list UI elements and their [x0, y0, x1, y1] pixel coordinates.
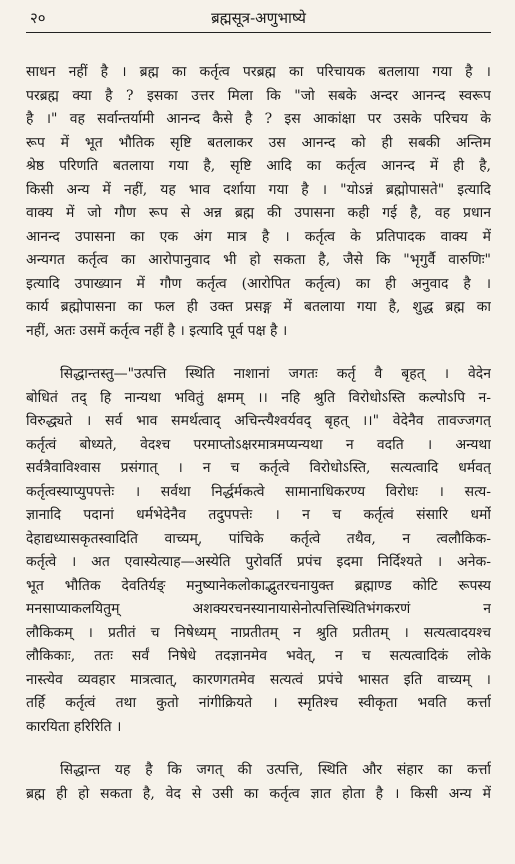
text-line: कारयिता हरिरिति ।	[26, 718, 122, 735]
text-line: कर्तृत्वे । अत एवास्येत्याह—अस्येति पुरोवर्ति प्रपंच इदमा निर्दिश्यते । अनेक-	[26, 554, 491, 570]
page-number: २०	[30, 9, 46, 27]
text-line: ब्रह्म ही हो सकता है, वेद से उसी का कर्तृत्व ज्ञात होता है । किसी अन्य में	[26, 785, 491, 802]
text-line: रूप में भूत भौतिक सृष्टि बतलाकर उस आनन्द को ही सबकी अन्तिम	[26, 134, 491, 151]
text-line: लौकिकाः, ततः सर्वं निषेधे तदज्ञानमेव भवेत्, न च सत्यत्वादिकं लोके	[26, 648, 491, 664]
text-line: भूत भौतिक देवतिर्यङ् मनुष्यानेकलोकाद्भुतरचनायुक्त ब्रह्माण्ड कोटि रूपस्य	[26, 577, 491, 594]
text-line: देहाद्यध्यासकृतस्वादिति वाच्यम्, पांचिके कर्तृत्वे तथैव, न त्वलौकिक-	[26, 530, 491, 547]
text-line: बोधितं तद् हि नान्यथा भवितुं क्षमम् ।। नहि श्रुति विरोधोऽस्ति कल्पोऽपि न-	[26, 389, 491, 406]
text-line: साधन नहीं है । ब्रह्म का कर्तृत्व परब्रह्म का परिचायक बतलाया गया है ।	[26, 64, 491, 80]
text-line: परब्रह्म क्या है ? इसका उत्तर मिला कि "जो सबके अन्दर आनन्द स्वरूप	[26, 87, 491, 104]
text-line: सिद्धान्तस्तु—"उत्पत्ति स्थिति नाशानां जगतः कर्तृ वै बृहत् । वेदेन	[60, 366, 491, 382]
text-line: है ।" वह सर्वान्तर्यामी आनन्द कैसे है ? इस आकांक्षा पर उसके परिचय के	[26, 111, 491, 127]
paragraph-gap	[26, 739, 491, 759]
text-line: लौकिकम् । प्रतीतं च निषेध्यम् नाप्रतीतम् न श्रुति प्रतीतम् । सत्यत्वादयश्च	[26, 624, 491, 641]
paragraph-siddhanta-hindi	[26, 759, 491, 806]
running-title: ब्रह्मसूत्र-अणुभाष्ये	[211, 9, 306, 27]
page-header	[26, 6, 491, 33]
text-line: श्रेष्ठ परिणति बतलाया गया है, सृष्टि आदि का कर्तृत्व आनन्द में ही है,	[26, 158, 491, 174]
text-line: मनसाप्याकलयितुम् अशक्यरचनस्यानायासेनोत्पत्तिस्थितिभंगकरणं न	[26, 601, 491, 617]
text-line: सिद्धान्त यह है कि जगत् की उत्पत्ति, स्थिति और संहार का कर्त्ता	[60, 762, 491, 778]
text-line: वाक्य में जो गौण रूप से अन्न ब्रह्म की उपासना कही गई है, वह प्रधान	[26, 205, 491, 221]
paragraph-siddhanta-sanskrit	[26, 363, 491, 739]
text-line: किसी अन्य में नहीं, यह भाव दर्शाया गया है । "योऽन्नं ब्रह्मोपासते" इत्यादि	[26, 181, 491, 198]
text-line: इत्यादि उपाख्यान में गौण कर्तृत्व (आरोपित कर्तृत्व) का ही अनुवाद है ।	[26, 275, 491, 292]
paragraph-gap	[26, 343, 491, 363]
text-line: कर्तृत्वं बोध्यते, वेदश्च परमाप्तोऽक्षरमात्रमप्यन्यथा न वदति । अन्यथा	[26, 436, 491, 453]
text-line: आनन्द उपासना का एक अंग मात्र है । कर्तृत्व के प्रतिपादक वाक्य में	[26, 228, 491, 245]
text-line: ज्ञानादि पदानां धर्मभेदेनैव तदुपपत्तेः । न च कर्तृत्वं संसारि धर्मो	[26, 507, 491, 523]
text-line: कर्तृत्वस्याप्युपपत्तेः । सर्वथा निर्द्धर्मकत्वे सामानाधिकरण्य विरोधः । सत्य-	[26, 483, 491, 500]
text-line: नहीं, अतः उसमें कर्तृत्व नहीं है । इत्यादि पूर्व पक्ष है ।	[26, 322, 288, 339]
text-line: सर्वत्रैवाविश्वास प्रसंगात् । न च कर्तृत्वे विरोधोऽस्ति, सत्यत्वादि धर्मवत्	[26, 460, 491, 476]
paragraph-purvapaksha	[26, 61, 491, 343]
text-line: विरुद्ध्यते । सर्व भाव समर्थत्वाद् अचिन्त्यैश्वर्यवद् बृहत् ।।" वेदेनैव तावज्जगत्	[26, 413, 491, 429]
text-line: अन्यगत कर्तृत्व का आरोपानुवाद भी हो सकता है, जैसे कि "भृगुर्वै वारुणिः"	[26, 252, 491, 268]
text-line: तर्हि कर्तृत्वं तथा कुतो नांगीक्रियते । स्मृतिश्च स्वीकृता भवति कर्त्ता	[26, 695, 491, 711]
text-line: कार्य ब्रह्मोपासना का फल ही उक्त प्रसङ्ग में बतलाया गया है, शुद्ध ब्रह्म का	[26, 299, 491, 315]
body-text	[26, 61, 491, 806]
text-line: नास्त्येव व्यवहार मात्रत्वात्, कारणगतमेव सत्यत्वं प्रपंचे भासत इति वाच्यम् ।	[26, 671, 491, 688]
